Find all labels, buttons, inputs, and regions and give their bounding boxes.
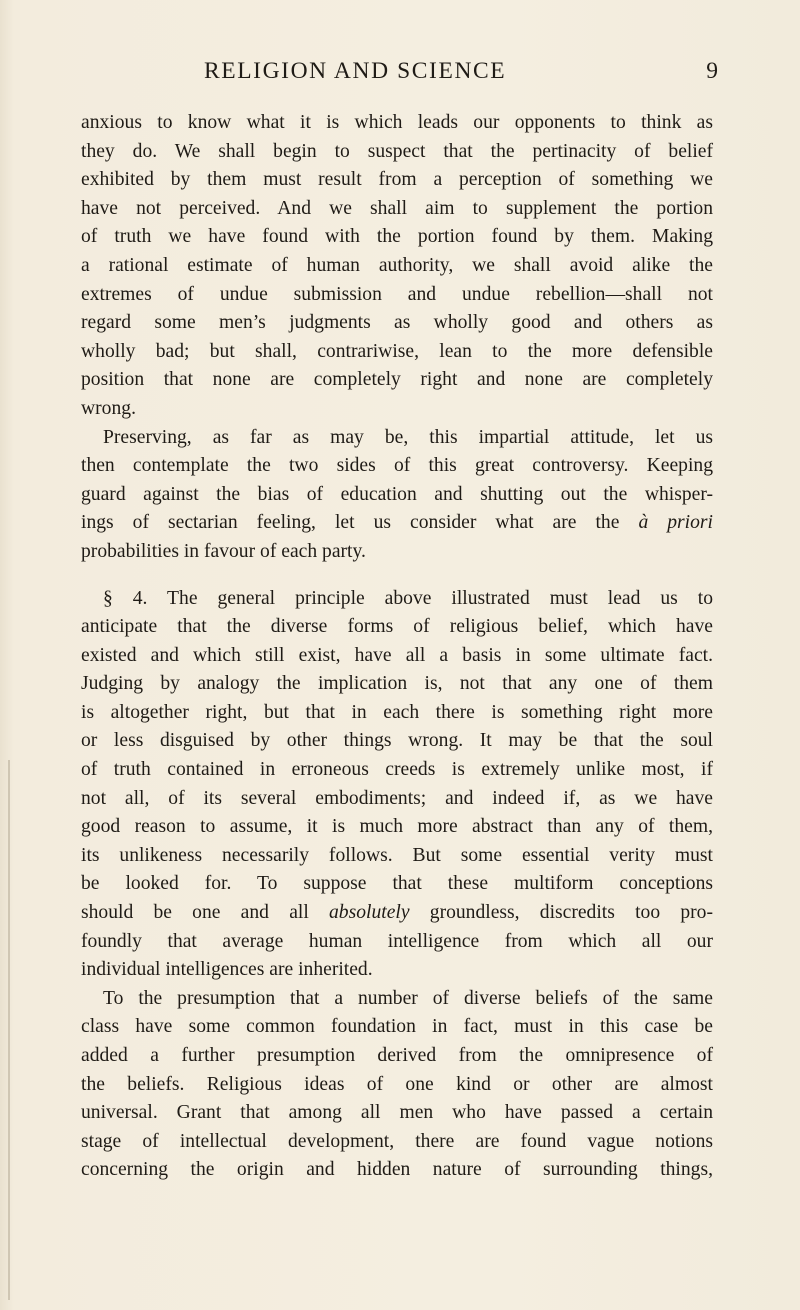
page-edge-shadow	[8, 760, 10, 1300]
text-line: To the presumption that a number of diverse beliefs of the same	[103, 987, 713, 1009]
text-line: is altogether right, but that in each there is something right more	[81, 701, 713, 723]
text-line: existed and which still exist, have all a basis in some ultimate fact.	[81, 644, 713, 666]
text-line: of truth contained in erroneous creeds is extremely unlike most, if	[81, 759, 713, 781]
text-line: position that none are completely right and none are completely	[81, 369, 713, 391]
text-segment: ings of sectarian feeling, let us consider what are the	[81, 512, 620, 534]
text-line: probabilities in favour of each party.	[81, 540, 366, 562]
page-header	[204, 58, 718, 88]
page-number: 9	[706, 58, 718, 84]
text-line: stage of intellectual development, there are found vague notions	[81, 1130, 713, 1152]
text-line: class have some common foundation in fact, must in this case be	[81, 1016, 713, 1038]
text-line: wholly bad; but shall, contrariwise, lean to the more defensible	[81, 340, 713, 362]
text-line	[81, 899, 713, 928]
text-line: have not perceived. And we shall aim to supplement the portion	[81, 197, 713, 219]
body-text	[81, 109, 713, 1185]
text-segment: groundless, discredits too pro-	[429, 902, 713, 924]
italic-phrase: absolutely	[329, 902, 410, 924]
text-line: not all, of its several embodiments; and indeed if, as we have	[81, 787, 713, 809]
text-line: anticipate that the diverse forms of religious belief, which have	[81, 616, 713, 638]
text-line: then contemplate the two sides of this great controversy. Keeping	[81, 455, 713, 477]
text-line: a rational estimate of human authority, we shall avoid alike the	[81, 254, 713, 276]
text-line: good reason to assume, it is much more abstract than any of them,	[81, 816, 713, 838]
text-line: universal. Grant that among all men who have passed a certain	[81, 1102, 713, 1124]
text-line: exhibited by them must result from a perception of something we	[81, 169, 713, 191]
text-line: anxious to know what it is which leads our opponents to think as	[81, 112, 713, 133]
text-line: Judging by analogy the implication is, not that any one of them	[81, 673, 713, 695]
text-line: wrong.	[81, 397, 136, 419]
text-line: guard against the bias of education and shutting out the whisper-	[81, 483, 713, 505]
text-line: of truth we have found with the portion found by them. Making	[81, 226, 713, 248]
text-line: or less disguised by other things wrong. It may be that the soul	[81, 730, 713, 752]
text-line: the beliefs. Religious ideas of one kind or other are almost	[81, 1073, 713, 1095]
text-line	[81, 509, 713, 538]
text-line: § 4. The general principle above illustrated must lead us to	[103, 587, 713, 609]
text-line: be looked for. To suppose that these multiform conceptions	[81, 873, 713, 895]
text-line: they do. We shall begin to suspect that the pertinacity of belief	[81, 140, 713, 162]
text-line: its unlikeness necessarily follows. But some essential verity must	[81, 844, 713, 866]
text-line: foundly that average human intelligence from which all our	[81, 930, 713, 952]
text-segment: should be one and all	[81, 902, 309, 924]
text-line: regard some men’s judgments as wholly good and others as	[81, 312, 713, 334]
text-line: individual intelligences are inherited.	[81, 959, 373, 981]
text-line: extremes of undue submission and undue rebellion—shall not	[81, 283, 713, 305]
italic-phrase: à priori	[638, 512, 713, 534]
text-line: concerning the origin and hidden nature of surrounding things,	[81, 1159, 713, 1181]
text-line: added a further presumption derived from the omnipresence of	[81, 1045, 713, 1066]
text-line: Preserving, as far as may be, this impartial attitude, let us	[103, 426, 713, 448]
running-title: RELIGION AND SCIENCE	[204, 58, 507, 84]
paragraph-gap	[81, 567, 713, 585]
